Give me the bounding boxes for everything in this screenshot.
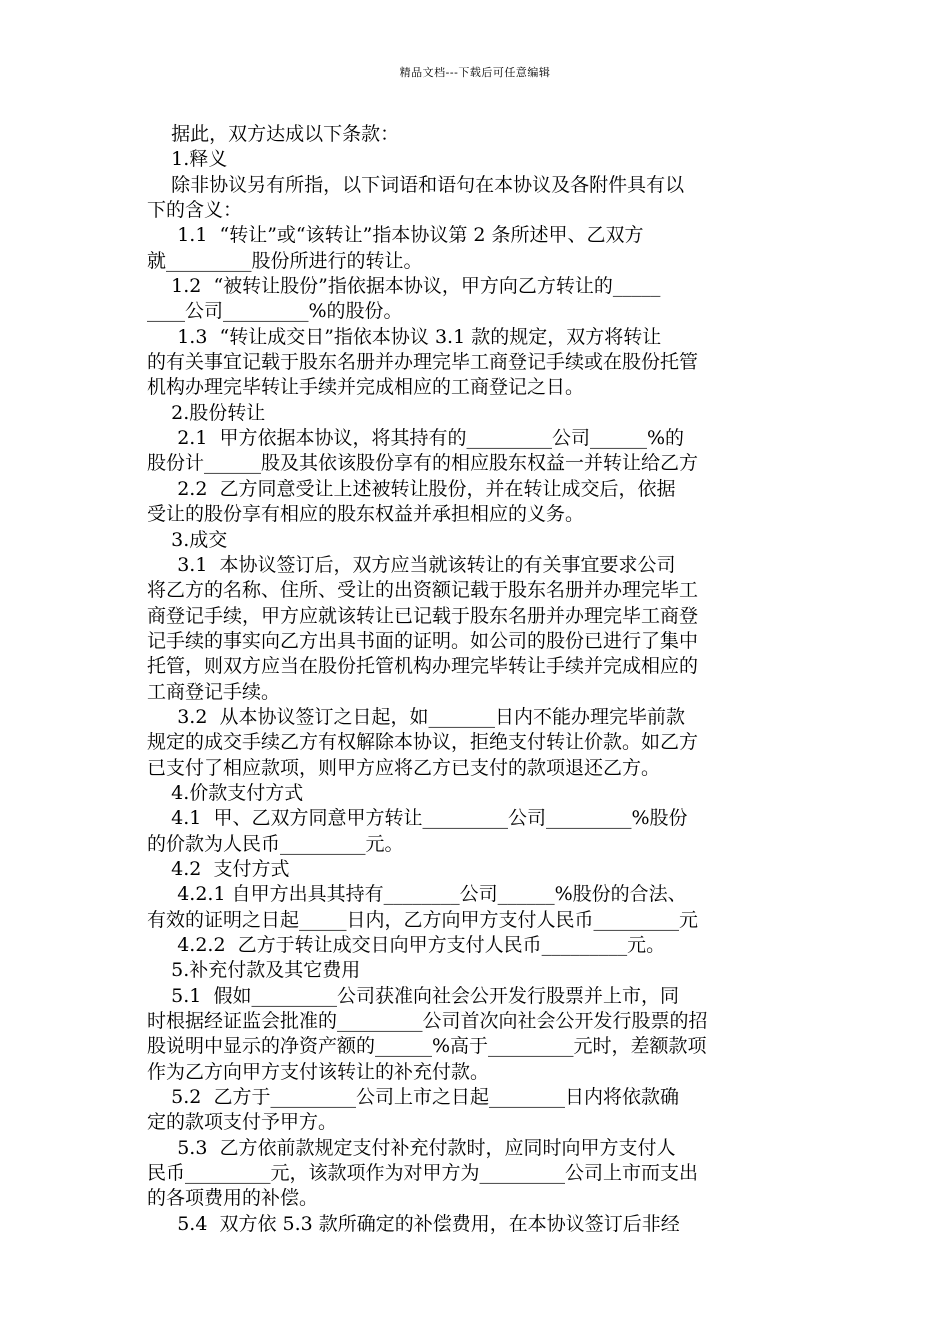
text-line: 3.2 从本协议签订之日起，如_______日内不能办理完毕前款 bbox=[147, 705, 685, 728]
text-line: 将乙方的名称、住所、受让的出资额记载于股东名册并办理完毕工 bbox=[147, 579, 699, 602]
text-line: 受让的股份享有相应的股东权益并承担相应的义务。 bbox=[147, 503, 585, 526]
document-body bbox=[147, 122, 807, 1237]
text-line: 1.1 “转让”或“该转让”指本协议第 2 条所述甲、乙双方 bbox=[147, 224, 644, 247]
text-line: 5.1 假如_________公司获准向社会公开发行股票并上市，同 bbox=[147, 984, 679, 1007]
text-line: 的有关事宜记载于股东名册并办理完毕工商登记手续或在股份托管 bbox=[147, 351, 699, 374]
text-line: 4.2.1 自甲方出具其持有________公司______%股份的合法、 bbox=[147, 883, 687, 906]
section-heading: 2.股份转让 bbox=[147, 401, 266, 424]
text-line: 股份计______股及其依该股份享有的相应股东权益一并转让给乙方 bbox=[147, 452, 699, 475]
text-line: 4.1 甲、乙双方同意甲方转让_________公司_________%股份 bbox=[147, 807, 688, 830]
text-line: 记手续的事实向乙方出具书面的证明。如公司的股份已进行了集中 bbox=[147, 629, 699, 652]
text-line: ____公司_________%的股份。 bbox=[147, 300, 403, 323]
text-line: 定的款项支付予甲方。 bbox=[147, 1111, 338, 1134]
text-line: 作为乙方向甲方支付该转让的补充付款。 bbox=[147, 1060, 490, 1083]
text-line: 民币_________元，该款项作为对甲方为_________公司上市而支出 bbox=[147, 1162, 699, 1185]
text-line: 4.2 支付方式 bbox=[147, 857, 290, 880]
text-line: 股说明中显示的净资产额的______%高于_________元时，差额款项 bbox=[147, 1035, 707, 1058]
section-heading: 5.补充付款及其它费用 bbox=[147, 959, 361, 982]
text-line: 据此，双方达成以下条款： bbox=[147, 123, 400, 145]
text-line: 2.1 甲方依据本协议，将其持有的_________公司______%的 bbox=[147, 427, 685, 450]
text-line: 机构办理完毕转让手续并完成相应的工商登记之日。 bbox=[147, 376, 585, 399]
text-line: 5.4 双方依 5.3 款所确定的补偿费用，在本协议签订后非经 bbox=[147, 1212, 680, 1235]
text-line: 5.2 乙方于_________公司上市之日起________日内将依款确 bbox=[147, 1086, 679, 1109]
section-heading: 1.释义 bbox=[147, 148, 228, 171]
text-line: 1.2 “被转让股份”指依据本协议，甲方向乙方转让的_____ bbox=[147, 275, 661, 298]
text-line: 商登记手续，甲方应就该转让已记载于股东名册并办理完毕工商登 bbox=[147, 604, 699, 627]
text-line: 有效的证明之日起_____日内，乙方向甲方支付人民币_________元 bbox=[147, 908, 699, 931]
text-line: 已支付了相应款项，则甲方应将乙方已支付的款项退还乙方。 bbox=[147, 756, 661, 779]
text-line: 1.3 “转让成交日”指依本协议 3.1 款的规定，双方将转让 bbox=[147, 325, 662, 348]
page-header: 精品文档---下载后可任意编辑 bbox=[399, 66, 551, 79]
text-line: 2.2 乙方同意受让上述被转让股份，并在转让成交后，依据 bbox=[147, 477, 676, 500]
text-line: 除非协议另有所指，以下词语和语句在本协议及各附件具有以 bbox=[147, 173, 685, 196]
section-heading: 4.价款支付方式 bbox=[147, 781, 304, 804]
text-line: 5.3 乙方依前款规定支付补充付款时，应同时向甲方支付人 bbox=[147, 1136, 676, 1159]
text-line: 时根据经证监会批准的_________公司首次向社会公开发行股票的招 bbox=[147, 1010, 708, 1033]
text-line: 工商登记手续。 bbox=[147, 680, 281, 703]
text-line: 4.2.2 乙方于转让成交日向甲方支付人民币_________元。 bbox=[147, 934, 666, 956]
text-line: 下的含义： bbox=[147, 199, 243, 222]
section-heading: 3.成交 bbox=[147, 528, 228, 551]
text-line: 的价款为人民币_________元。 bbox=[147, 832, 404, 855]
text-line: 托管，则双方应当在股份托管机构办理完毕转让手续并完成相应的 bbox=[147, 655, 699, 678]
text-line: 规定的成交手续乙方有权解除本协议，拒绝支付转让价款。如乙方 bbox=[147, 731, 699, 754]
text-line: 就_________股份所进行的转让。 bbox=[147, 249, 423, 272]
text-line: 的各项费用的补偿。 bbox=[147, 1187, 319, 1210]
text-line: 3.1 本协议签订后，双方应当就该转让的有关事宜要求公司 bbox=[147, 553, 676, 576]
